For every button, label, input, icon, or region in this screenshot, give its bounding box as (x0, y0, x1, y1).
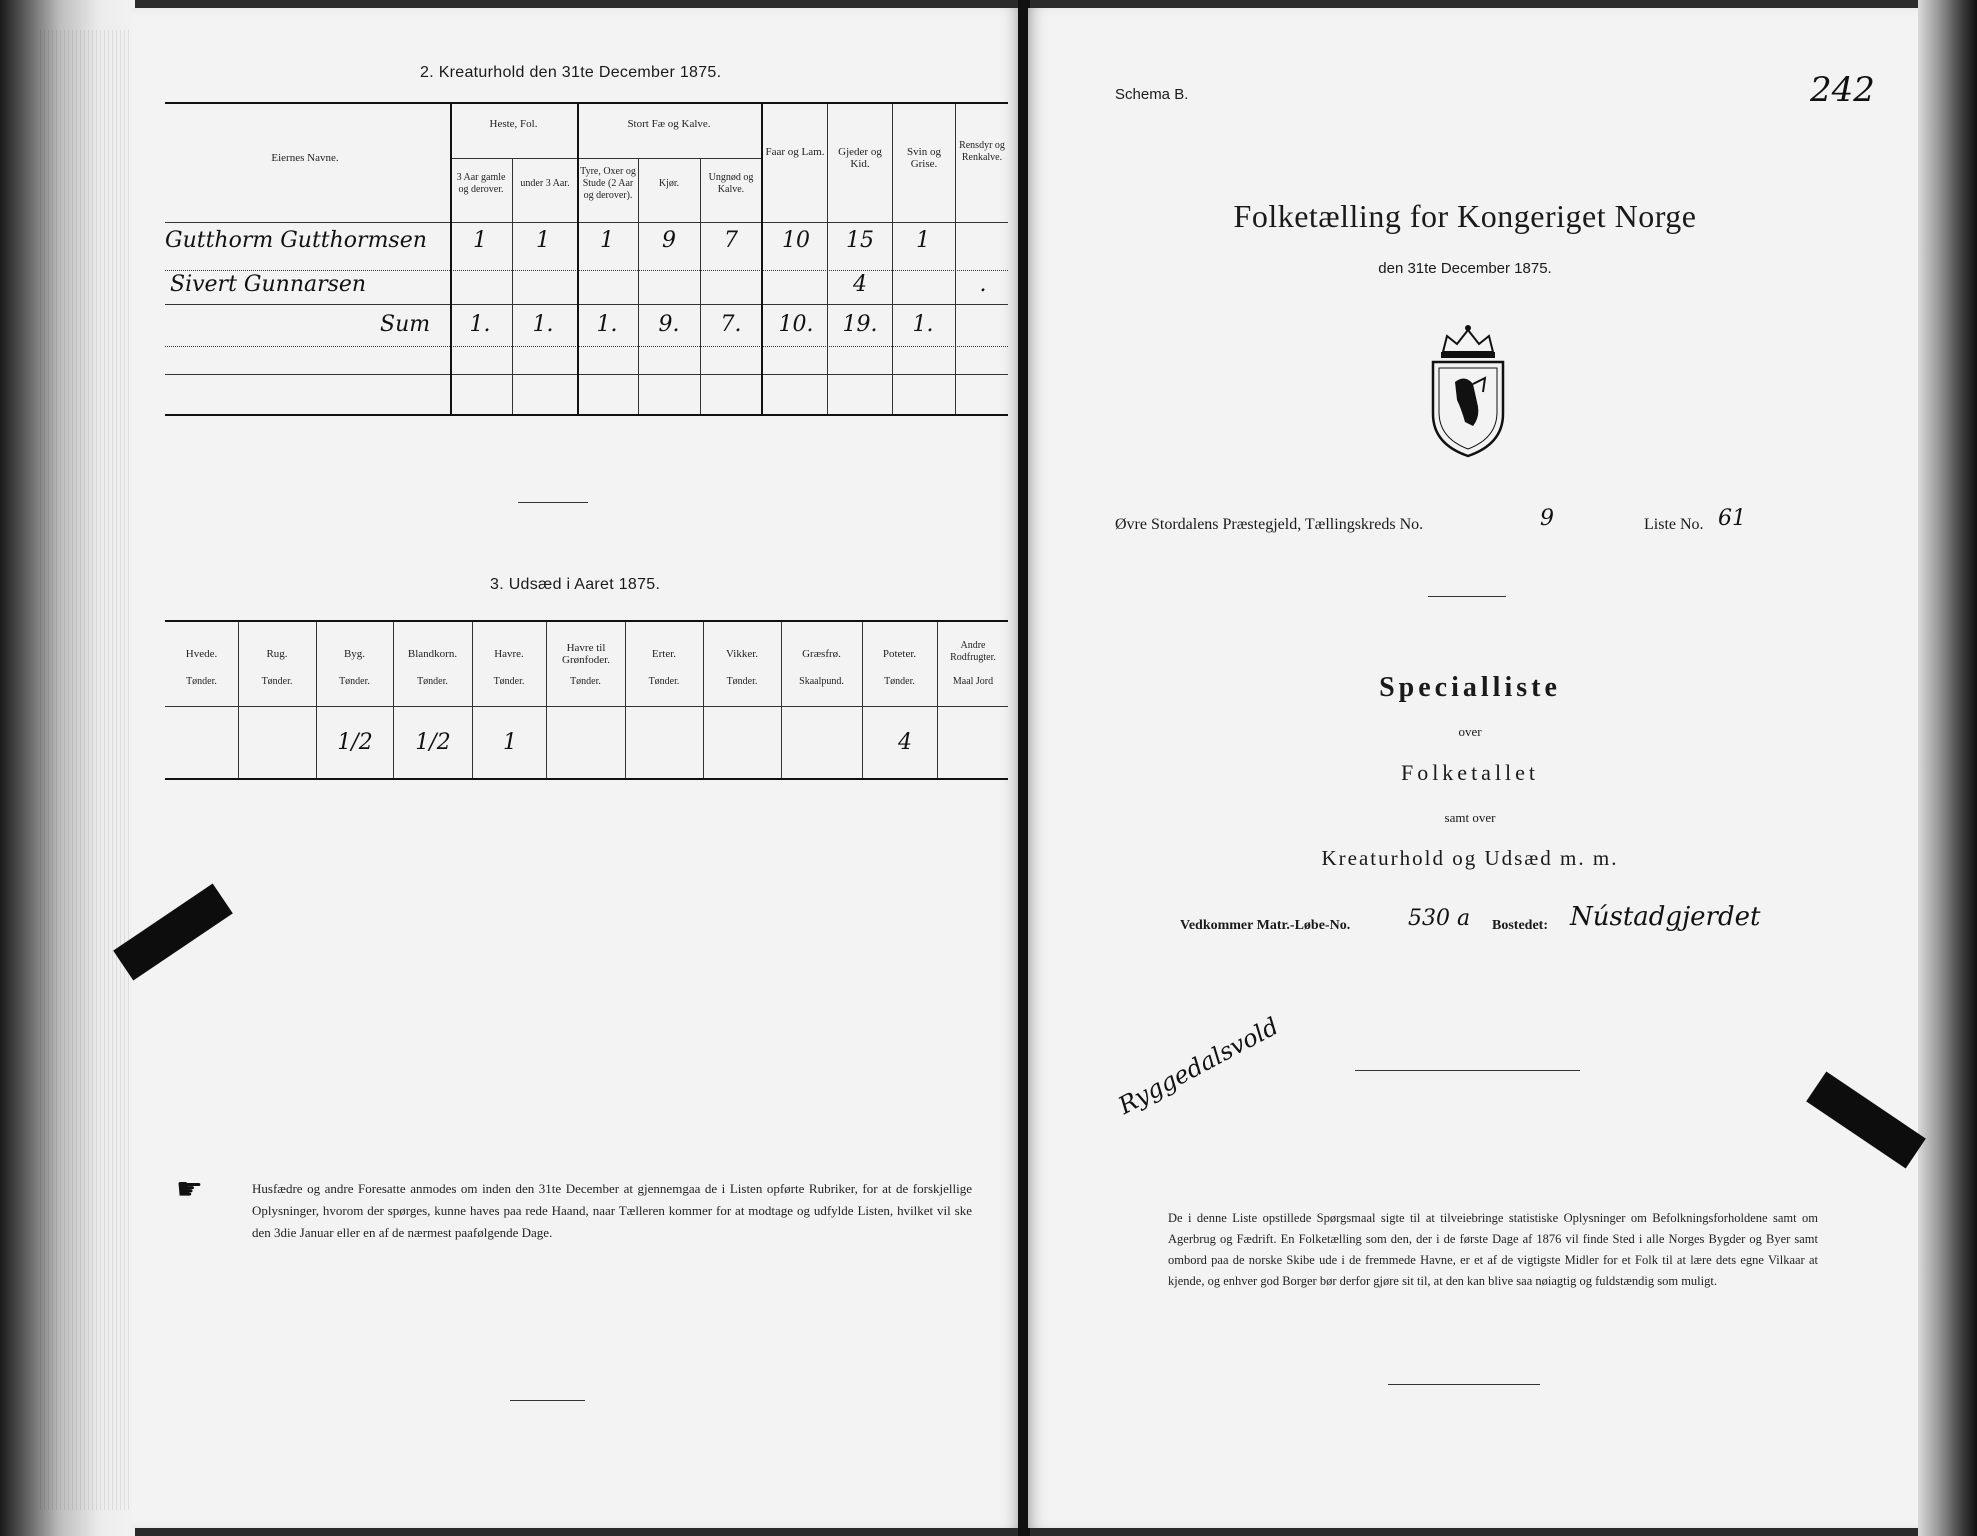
cell: 1 (473, 228, 487, 253)
matr-label: Vedkommer Matr.-Løbe-No. (1180, 918, 1351, 933)
schema-label: Schema B. (1115, 86, 1189, 103)
col-stort-header: Stort Fæ og Kalve. (627, 118, 711, 130)
cell: 15 (846, 228, 874, 253)
owner-name: Sivert Gunnarsen (170, 272, 367, 297)
col-heste-header: Heste, Fol. (489, 118, 538, 130)
book-edge-left (0, 0, 135, 1536)
seed-col-vikker: Vikker. (725, 648, 759, 660)
cell: 1. (469, 312, 491, 337)
cell: . (979, 272, 987, 297)
sum-label: Sum (380, 312, 431, 337)
owner-name: Gutthorm Gutthormsen (165, 228, 427, 253)
seed-unit: Tønder. (726, 676, 758, 687)
col-gjeder-header: Gjeder og Kid. (838, 146, 882, 170)
col-heste-b-header: under 3 Aar. (520, 178, 570, 189)
page-number: 242 (1810, 70, 1875, 110)
seed-col-havre-gronfoder: Havre til Grønfoder. (562, 642, 610, 666)
seed-unit: Tønder. (339, 676, 370, 687)
seed-unit: Skaalpund. (799, 676, 844, 687)
pointing-hand-icon: ☛ (176, 1173, 203, 1206)
cell: 10. (778, 312, 814, 337)
page-date: den 31te December 1875. (1378, 260, 1552, 277)
over-text: over (1458, 724, 1482, 739)
seed-col-byg: Byg. (343, 648, 366, 660)
cell: 7 (724, 228, 738, 253)
seed-col-erter: Erter. (651, 648, 677, 660)
seed-unit: Tønder. (570, 676, 601, 687)
col-svin-header: Svin og Grise. (907, 146, 941, 170)
liste-number: 61 (1718, 506, 1746, 531)
coat-of-arms-icon (1425, 322, 1511, 462)
cell: 1 (916, 228, 930, 253)
seed-col-rug: Rug. (266, 648, 288, 660)
divider (518, 502, 588, 503)
cell: 19. (842, 312, 878, 337)
cell: 7. (720, 312, 742, 337)
col-owner-header: Eiernes Navne. (271, 152, 339, 164)
seed-col-hvede: Hvede. (185, 648, 218, 660)
seed-unit: Tønder. (648, 676, 680, 687)
col-rensdyr-header: Rensdyr og Renkalve. (959, 140, 1005, 163)
section2-title: 2. Kreaturhold den 31te December 1875. (420, 64, 722, 81)
samt-over-text: samt over (1444, 810, 1496, 825)
cell: 1. (912, 312, 934, 337)
liste-label: Liste No. (1644, 516, 1704, 533)
divider (510, 1400, 585, 1401)
cell: 9 (662, 228, 676, 253)
cell: 4 (898, 730, 912, 755)
seed-col-graesfro: Græsfrø. (802, 648, 841, 660)
cell: 1 (600, 228, 614, 253)
bosted-value: Nústadgjerdet (1570, 902, 1761, 932)
col-stort-c-header: Ungnød og Kalve. (708, 172, 754, 195)
bosted-label: Bostedet: (1492, 918, 1548, 933)
seed-col-havre: Havre. (494, 648, 524, 660)
cell: 1/2 (415, 730, 451, 755)
cell: 1 (536, 228, 550, 253)
cell: 9. (658, 312, 680, 337)
col-stort-a-header: Tyre, Oxer og Stude (2 Aar og derover). (580, 166, 636, 201)
col-stort-b-header: Kjør. (658, 178, 680, 189)
folketallet-heading: Folketallet (1400, 760, 1540, 785)
seed-col-andre: Andre Rodfrugter. (950, 640, 996, 663)
district-prefix: Øvre Stordalens Præstegjeld, Tællingskreds No. (1115, 516, 1424, 533)
divider (1388, 1384, 1540, 1385)
seed-col-poteter: Poteter. (882, 648, 917, 660)
col-heste-a-header: 3 Aar gamle og derover. (456, 172, 506, 195)
seed-unit: Tønder. (186, 676, 217, 687)
divider (1428, 596, 1506, 597)
cell: 10 (782, 228, 810, 253)
divider (1355, 1070, 1580, 1071)
book-edge-right (1918, 0, 1977, 1536)
seed-unit: Tønder. (493, 676, 525, 687)
page-title: Folketælling for Kongeriget Norge (1233, 198, 1697, 234)
section3-title: 3. Udsæd i Aaret 1875. (490, 576, 661, 593)
specialliste-heading: Specialliste (1379, 672, 1561, 703)
seed-col-blandkorn: Blandkorn. (407, 648, 458, 660)
seed-unit: Tønder. (417, 676, 448, 687)
seed-unit: Tønder. (261, 676, 293, 687)
signature: Ryggedalsvold (1113, 1012, 1284, 1120)
bottom-text: De i denne Liste opstillede Spørgsmaal sigte til at tilveiebringe statistiske Oplysninger om Befolkningsforholdene samt om Agerbrug og Fædrift. En Folketælling som den, der i de første Dage af 1876 vil finde Sted i alle Norges Bygder og Byer samt ombord paa de norske Skibe ude i de fremmede Havne, er et af de vigtigste Midler for et Folk til at lære dets egne Vilkaar at kjende, og enhver god Borger bør derfor gjøre sit til, at den kan blive saa nøiagtig og fuldstændig som muligt. (1168, 1211, 1818, 1288)
seed-unit: Maal Jord (952, 676, 994, 687)
cell: 1 (503, 730, 517, 755)
matr-number: 530 a (1408, 906, 1471, 931)
cell: 1/2 (337, 730, 373, 755)
cell: 1. (532, 312, 554, 337)
col-faar-header: Faar og Lam. (765, 146, 825, 158)
seed-unit: Tønder. (884, 676, 915, 687)
notice-text: Husfædre og andre Foresatte anmodes om inden den 31te December at gjennemgaa de i Listen opførte Rubriker, for at de forskjellige Oplysninger, hvorom der spørges, kunne haves paa rede Haand, naar Tælleren kommer for at modtage og udfylde Listen, hvilket vil ske den 3die Januar eller en af de nærmest paafølgende Dage. (252, 1181, 972, 1240)
kreds-number: 9 (1540, 506, 1554, 531)
cell: 1. (596, 312, 618, 337)
cell: 4 (853, 272, 867, 297)
kreaturhold-heading: Kreaturhold og Udsæd m. m. (1321, 846, 1619, 870)
